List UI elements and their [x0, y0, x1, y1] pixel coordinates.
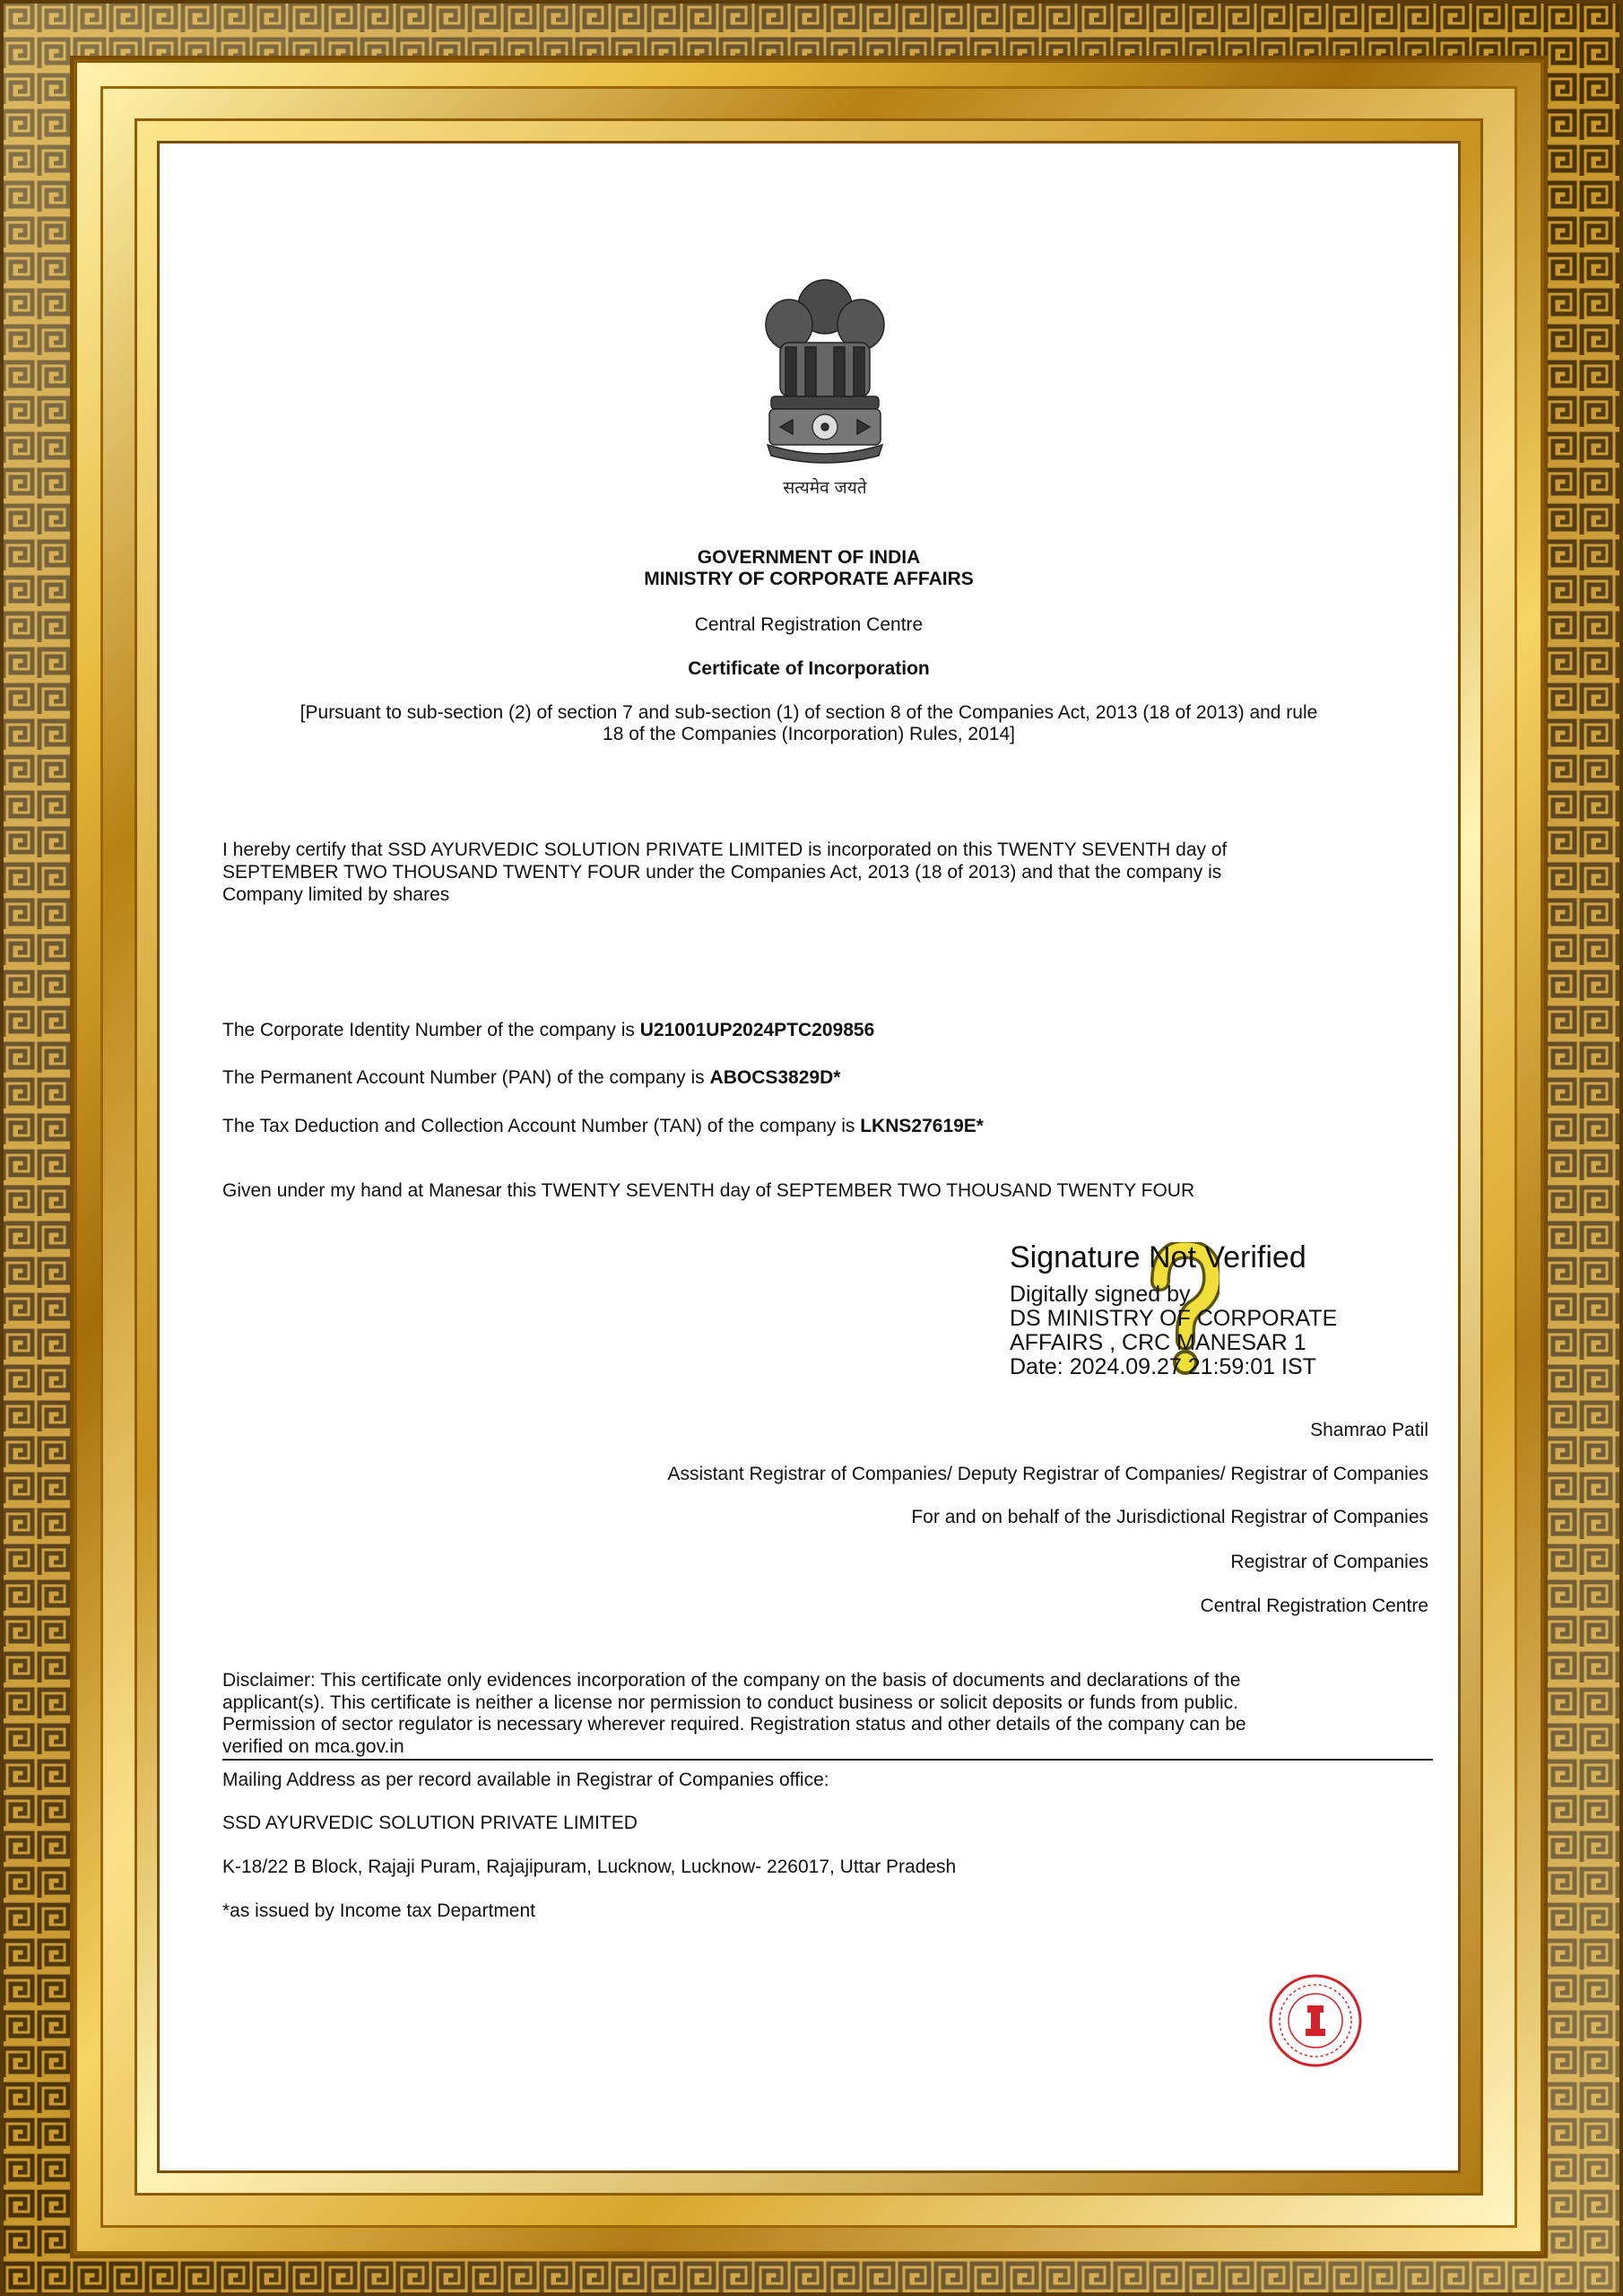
digital-signature-block — [1010, 1239, 1404, 1379]
cin-value: U21001UP2024PTC209856 — [639, 1020, 875, 1040]
registrar-seal-icon — [1268, 1973, 1363, 2068]
pursuant-line-1: [Pursuant to sub-section (2) of section 7 and sub-section (1) of section 8 of the Companies Act, 2013 (18 of 2013) and rule — [299, 702, 1318, 723]
signatory-office: Central Registration Centre — [1200, 1596, 1428, 1616]
signatory-designation: Assistant Registrar of Companies/ Deputy Registrar of Companies/ Registrar of Companies — [667, 1464, 1428, 1484]
ministry-heading: MINISTRY OF CORPORATE AFFAIRS — [644, 569, 974, 589]
signature-line-1: Digitally signed by — [1010, 1282, 1191, 1307]
pan-row — [222, 1066, 1428, 1089]
pan-label: The Permanent Account Number (PAN) of the company is — [222, 1067, 710, 1088]
signature-status: Signature Not Verified — [1010, 1240, 1306, 1274]
disclaimer-line-4: verified on mca.gov.in — [222, 1736, 404, 1757]
signatory-role: Registrar of Companies — [1230, 1552, 1428, 1572]
signature-line-3: AFFAIRS , CRC MANESAR 1 — [1010, 1330, 1306, 1355]
given-under-line: Given under my hand at Manesar this TWENTY SEVENTH day of SEPTEMBER TWO THOUSAND TWENTY FOUR — [222, 1180, 1195, 1201]
emblem-motto: सत्यमेव जयते — [783, 478, 867, 498]
govt-of-india-heading: GOVERNMENT OF INDIA — [697, 547, 921, 568]
certification-line-1: I hereby certify that SSD AYURVEDIC SOLUTION PRIVATE LIMITED is incorporated on this TWENTY SEVENTH day of — [222, 839, 1228, 860]
signature-line-2: DS MINISTRY OF CORPORATE — [1010, 1306, 1338, 1331]
certificate-title: Certificate of Incorporation — [688, 658, 930, 679]
signatory-behalf: For and on behalf of the Jurisdictional Registrar of Companies — [911, 1507, 1428, 1527]
signature-line-4: Date: 2024.09.27 21:59:01 IST — [1010, 1354, 1316, 1379]
pan-value: ABOCS3829D* — [709, 1067, 841, 1088]
certification-line-3: Company limited by shares — [222, 884, 450, 905]
divider — [222, 1759, 1433, 1761]
pan-tan-note: *as issued by Income tax Department — [222, 1900, 536, 1921]
cin-label: The Corporate Identity Number of the company is — [222, 1020, 640, 1040]
signatory-name: Shamrao Patil — [1310, 1420, 1428, 1440]
disclaimer-line-1: Disclaimer: This certificate only evidences incorporation of the company on the basis of documents and declarations of the — [222, 1670, 1241, 1691]
pursuant-line-2: 18 of the Companies (Incorporation) Rules, 2014] — [603, 724, 1015, 744]
mailing-company: SSD AYURVEDIC SOLUTION PRIVATE LIMITED — [222, 1813, 638, 1833]
tan-label: The Tax Deduction and Collection Account Number (TAN) of the company is — [222, 1116, 861, 1136]
tan-value: LKNS27619E* — [860, 1116, 984, 1136]
cin-row — [222, 1019, 1428, 1041]
mailing-label: Mailing Address as per record available in Registrar of Companies office: — [222, 1770, 829, 1790]
national-emblem-icon — [753, 271, 897, 500]
disclaimer-line-2: applicant(s). This certificate is neither a license nor permission to conduct business or solicit deposits or funds from public. — [222, 1692, 1238, 1713]
mailing-address: K-18/22 B Block, Rajaji Puram, Rajajipuram, Lucknow, Lucknow- 226017, Uttar Pradesh — [222, 1857, 957, 1877]
disclaimer-line-3: Permission of sector regulator is necessary wherever required. Registration status and other details of the company can be — [222, 1714, 1246, 1735]
central-registration-centre: Central Registration Centre — [694, 614, 924, 635]
certification-line-2: SEPTEMBER TWO THOUSAND TWENTY FOUR under the Companies Act, 2013 (18 of 2013) and that the company is — [222, 862, 1222, 883]
tan-row — [222, 1115, 1428, 1137]
